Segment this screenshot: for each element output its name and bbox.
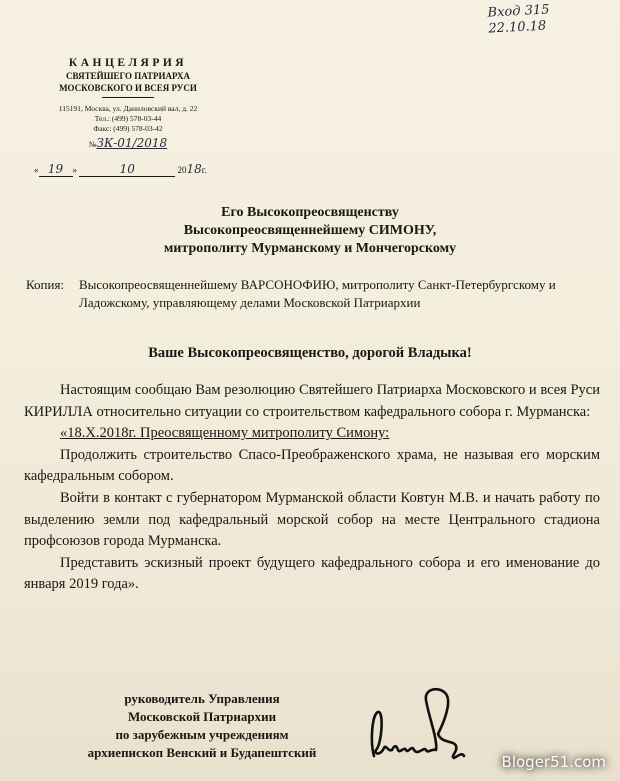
date-month: 10 [119,162,135,176]
letterhead-fax: Факс: (499) 578-03-42 [93,124,163,133]
handwritten-signature-icon [366,684,486,764]
letterhead-sub2: МОСКОВСКОГО И ВСЕЯ РУСИ [59,83,197,93]
letterhead-phone: Тел.: (499) 578-03-44 [94,114,162,123]
copy-recipient [26,276,606,312]
body-paragraph: Продолжить строительство Спасо-Преображенского храма, не называя его морским кафедральным собором. [24,446,600,485]
letterhead-sub1: СВЯТЕЙШЕГО ПАТРИАРХА [66,71,190,81]
date-year: 18 [186,162,202,176]
date-day: 19 [47,162,64,176]
incoming-date: 22.10.18 [488,18,547,37]
addressee: Его Высокопреосвященству Высокопреосвященнейшему СИМОНУ, митрополиту Мурманскому и Мончегорскому [163,205,457,256]
greeting: Ваше Высокопреосвященство, дорогой Владыка! [148,345,472,361]
signatory-title: руководитель Управления Московской Патриархии по зарубежным учреждениям архиепископ Венский и Будапештский [87,691,317,760]
letterhead [38,56,218,150]
resolution-heading: «18.Х.2018г. Преосвященному митрополиту Симону: [60,425,390,442]
letterhead-org: КАНЦЕЛЯРИЯ [68,57,188,69]
watermark: Bloger51.com [501,753,606,771]
letterhead-date: « 19 » 10 2018г. [34,162,207,176]
body-paragraph: Представить эскизный проект будущего кафедрального собора и его именование до января 2019 года». [24,554,600,593]
letterhead-address: 115191, Москва, ул. Даниловский вал, д. 22 [58,104,198,113]
incoming-number: Вход 315 [487,2,550,21]
body-paragraph: Войти в контакт с губернатором Мурманской области Ковтун М.В. и начать работу по выделению земли под кафедральный морской собор на месте Центрального стадиона профсоюзов города Мурманска. [24,489,600,550]
copy-text: Высокопреосвященнейшему ВАРСОНОФИЮ, митрополиту Санкт-Петербургскому и Ладожскому, управляющему делами Московской Патриархии [79,277,556,310]
incoming-registration-note [487,2,550,37]
letterhead-number: №ЗК-01/2018 [88,136,168,150]
letter-body [24,380,600,596]
copy-label: Копия: [26,277,65,292]
body-paragraph: Настоящим сообщаю Вам резолюцию Святейшего Патриарха Московского и всея Руси КИРИЛЛА относительно ситуации со строительством кафедрального собора г. Мурманска: [24,382,600,420]
outgoing-number: ЗК-01/2018 [96,136,168,150]
letterhead-divider [102,97,154,98]
